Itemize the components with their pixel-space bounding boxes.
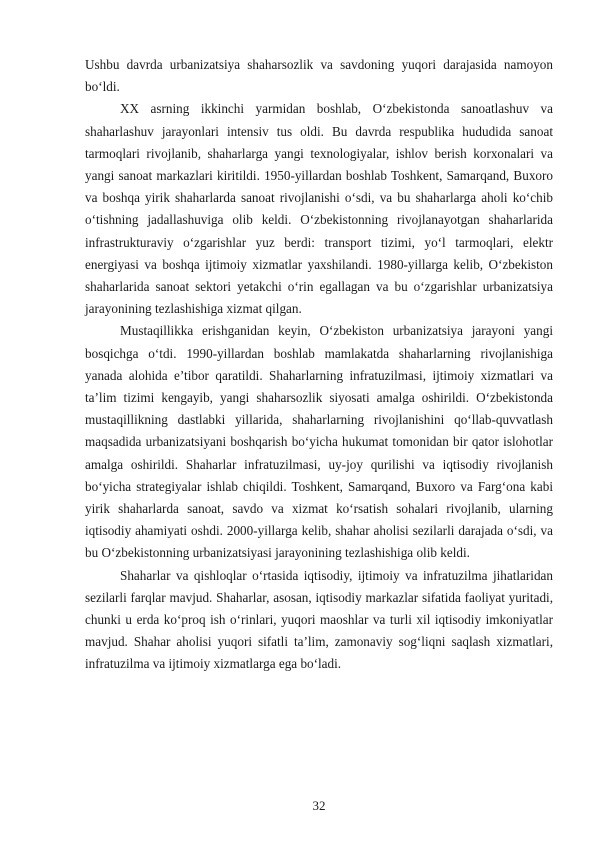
paragraph-continuation: Ushbu davrda urbanizatsiya shaharsozlik va savdoning yuqori darajasida namoyon bo‘ldi. — [85, 57, 553, 95]
document-body — [85, 54, 553, 676]
paragraph-industrialization: XX asrning ikkinchi yarmidan boshlab, O‘zbekistonda sanoatlashuv va shaharlashuv jarayonlari intensiv tus oldi. Bu davrda respublika hududida sanoat tarmoqlari rivojlanib, shaharlarga yangi texnologiyalar, ishlov berish korxonalari va yangi sanoat markazlari kiritildi. 1950-yillardan boshlab Toshkent, Samarqand, Buxoro va boshqa yirik shaharlarda sanoat rivojlanishi o‘sdi, va bu shaharlarga aholi ko‘chib o‘tishning jadallashuviga olib keldi. O‘zbekistonning rivojlanayotgan shaharlarida infrastrukturaviy o‘zgarishlar yuz berdi: transport tizimi, yo‘l tarmoqlari, elektr energiyasi va boshqa ijtimoiy xizmatlar yaxshilandi. 1980-yillarga kelib, O‘zbekiston shaharlarida sanoat sektori yetakchi o‘rin egallagan va bu o‘zgarishlar urbanizatsiya jarayonining tezlashishiga xizmat qilgan. — [85, 101, 553, 317]
paragraph-urban-rural: Shaharlar va qishloqlar o‘rtasida iqtisodiy, ijtimoiy va infratuzilma jihatlaridan sezilarli farqlar mavjud. Shaharlar, asosan, iqtisodiy markazlar sifatida faoliyat yuritadi, chunki u erda ko‘proq ish o‘rinlari, yuqori maoshlar va turli xil iqtisodiy imkoniyatlar mavjud. Shahar aholisi yuqori sifatli ta’lim, zamonaviy sog‘liqni saqlash xizmatlari, infratuzilma va ijtimoiy xizmatlarga ega bo‘ladi. — [85, 567, 553, 672]
paragraph-independence: Mustaqillikka erishganidan keyin, O‘zbekiston urbanizatsiya jarayoni yangi bosqichga o‘tdi. 1990-yillardan boshlab mamlakatda shaharlarning rivojlanishiga yanada alohida e’tibor qaratildi. Shaharlarning infratuzilmasi, ijtimoiy xizmatlari va ta’lim tizimi kengayib, yangi shaharsozlik siyosati amalga oshirildi. O‘zbekistonda mustaqillikning dastlabki yillarida, shaharlarning rivojlanishini qo‘llab-quvvatlash maqsadida urbanizatsiyani boshqarish bo‘yicha hukumat tomonidan bir qator islohotlar amalga oshirildi. Shaharlar infratuzilmasi, uy-joy qurilishi va iqtisodiy rivojlanish bo‘yicha strategiyalar ishlab chiqildi. Toshkent, Samarqand, Buxoro va Farg‘ona kabi yirik shaharlarda sanoat, savdo va xizmat ko‘rsatish sohalari rivojlanib, ularning iqtisodiy ahamiyati oshdi. 2000-yillarga kelib, shahar aholisi sezilarli darajada o‘sdi, va bu O‘zbekistonning urbanizatsiyasi jarayonining tezlashishiga olib keldi. — [85, 323, 553, 561]
page-number: 32 — [312, 798, 326, 813]
